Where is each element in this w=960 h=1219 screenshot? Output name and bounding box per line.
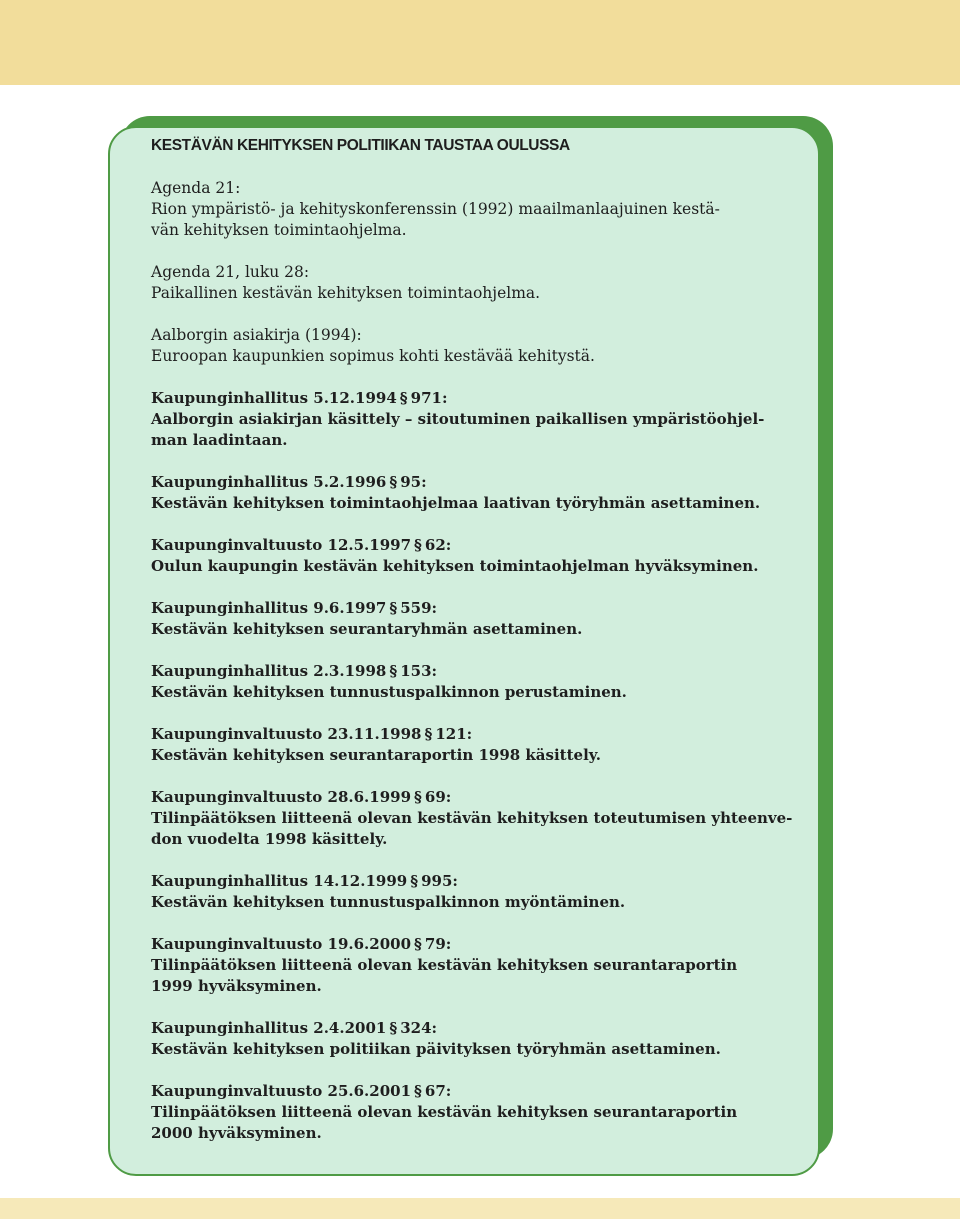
entry-line: Kestävän kehityksen toimintaohjelmaa laativan työryhmän asettaminen. <box>151 494 761 512</box>
entry-title: Kaupunginvaltuusto 25.6.2001 § 67: <box>151 1082 452 1100</box>
entry-decision <box>151 1081 801 1144</box>
entry-decision <box>151 871 801 913</box>
entry-decision <box>151 724 801 766</box>
entry-line: Kestävän kehityksen tunnustuspalkinnon myöntäminen. <box>151 893 626 911</box>
entry-title: Kaupunginvaltuusto 28.6.1999 § 69: <box>151 788 452 806</box>
section-sign: § <box>389 473 398 491</box>
entry-decision <box>151 934 801 997</box>
top-color-band <box>0 0 960 85</box>
entry-line: Aalborgin asiakirjan käsittely – sitoutuminen paikallisen ympäristöohjel- <box>151 410 765 428</box>
entry-title: Kaupunginhallitus 5.2.1996 § 95: <box>151 473 427 491</box>
section-sign: § <box>389 599 398 617</box>
section-sign: § <box>414 935 422 953</box>
entry-decision <box>151 598 801 640</box>
entry-line: Kestävän kehityksen seurantaraportin 1998 käsittely. <box>151 746 601 764</box>
entry-line: vän kehityksen toimintaohjelma. <box>151 221 407 239</box>
entry-title: Kaupunginvaltuusto 19.6.2000 § 79: <box>151 935 452 953</box>
section-sign: § <box>410 872 419 890</box>
section-sign: § <box>389 662 398 680</box>
entry-decision <box>151 535 801 577</box>
entry-line: don vuodelta 1998 käsittely. <box>151 830 388 848</box>
entry-decision <box>151 787 801 850</box>
entry-title: Kaupunginhallitus 2.3.1998 § 153: <box>151 662 438 680</box>
entry-line: Paikallinen kestävän kehityksen toimintaohjelma. <box>151 284 541 302</box>
bottom-color-band <box>0 1198 960 1219</box>
entry-agenda-21 <box>151 178 801 241</box>
entry-aalborg-charter <box>151 325 801 367</box>
entry-title: Kaupunginvaltuusto 12.5.1997 § 62: <box>151 536 452 554</box>
entry-decision <box>151 661 801 703</box>
entry-title: Aalborgin asiakirja (1994): <box>151 326 362 344</box>
entry-agenda-21-chapter-28 <box>151 262 801 304</box>
entry-line: Kestävän kehityksen seurantaryhmän asettaminen. <box>151 620 583 638</box>
entry-title: Kaupunginhallitus 2.4.2001 § 324: <box>151 1019 438 1037</box>
entry-line: Tilinpäätöksen liitteenä olevan kestävän kehityksen toteutumisen yhteenve- <box>151 809 793 827</box>
entry-line: 2000 hyväksyminen. <box>151 1124 322 1142</box>
entry-decision <box>151 1018 801 1060</box>
section-sign: § <box>414 536 422 554</box>
section-sign: § <box>414 788 422 806</box>
entry-title: Kaupunginhallitus 14.12.1999 § 995: <box>151 872 458 890</box>
section-sign: § <box>414 1082 422 1100</box>
entry-line: Euroopan kaupunkien sopimus kohti kestävää kehitystä. <box>151 347 595 365</box>
document-heading: KESTÄVÄN KEHITYKSEN POLITIIKAN TAUSTAA OULUSSA <box>151 137 570 154</box>
entry-title: Kaupunginhallitus 9.6.1997 § 559: <box>151 599 438 617</box>
entry-line: Tilinpäätöksen liitteenä olevan kestävän kehityksen seurantaraportin <box>151 1103 738 1121</box>
entry-line: Tilinpäätöksen liitteenä olevan kestävän kehityksen seurantaraportin <box>151 956 738 974</box>
section-sign: § <box>389 1019 398 1037</box>
entry-title: Kaupunginvaltuusto 23.11.1998 § 121: <box>151 725 473 743</box>
entry-line: 1999 hyväksyminen. <box>151 977 322 995</box>
entry-decision <box>151 388 801 451</box>
entry-line: man laadintaan. <box>151 431 288 449</box>
entry-line: Rion ympäristö- ja kehityskonferenssin (1992) maailmanlaajuinen kestä- <box>151 200 720 218</box>
entry-line: Kestävän kehityksen politiikan päivityksen työryhmän asettaminen. <box>151 1040 721 1058</box>
entry-decision <box>151 472 801 514</box>
entry-line: Kestävän kehityksen tunnustuspalkinnon perustaminen. <box>151 683 627 701</box>
entry-line: Oulun kaupungin kestävän kehityksen toimintaohjelman hyväksyminen. <box>151 557 759 575</box>
entry-title: Agenda 21, luku 28: <box>151 263 310 281</box>
document-content <box>151 135 801 1165</box>
entry-title: Agenda 21: <box>151 179 241 197</box>
entry-title: Kaupunginhallitus 5.12.1994 § 971: <box>151 389 448 407</box>
section-sign: § <box>399 389 408 407</box>
section-sign: § <box>424 725 433 743</box>
